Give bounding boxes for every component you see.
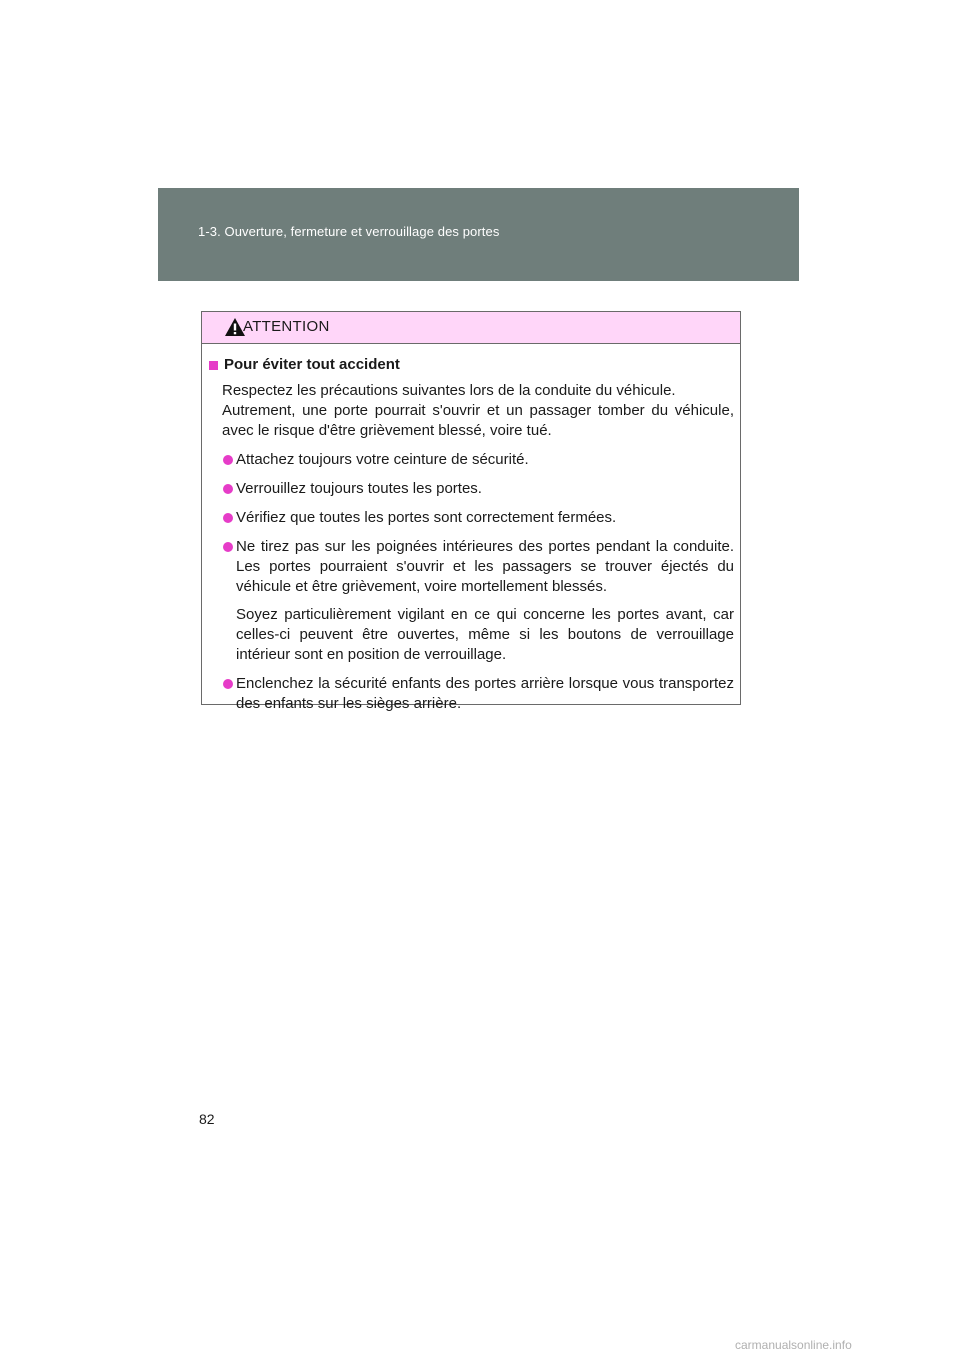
list-item-text: Attachez toujours votre ceinture de sécurité. [236, 451, 529, 468]
list-item [223, 537, 734, 665]
list-item-text: Verrouillez toujours toutes les portes. [236, 480, 482, 497]
list-item [223, 450, 734, 470]
bullet-dot-icon [223, 679, 233, 689]
list-item-text: Enclenchez la sécurité enfants des portes arrière lorsque vous transportez des enfants sur les sièges arrière. [236, 675, 734, 712]
warning-label: ATTENTION [243, 318, 330, 335]
list-item [223, 479, 734, 499]
bullet-dot-icon [223, 542, 233, 552]
warning-title [209, 355, 734, 375]
page-number: 82 [199, 1111, 215, 1127]
section-header-band [158, 188, 799, 281]
bullet-dot-icon [223, 455, 233, 465]
list-item-body [236, 537, 734, 665]
warning-header [202, 312, 740, 344]
section-title: 1-3. Ouverture, fermeture et verrouillage des portes [198, 224, 500, 239]
list-item [223, 674, 734, 714]
square-bullet-icon [209, 361, 218, 370]
list-item-text: Ne tirez pas sur les poignées intérieures des portes pendant la conduite. Les portes pourraient s'ouvrir et les passagers se trouver éjectés du véhicule et être grièvement, voire mortellement blessés. [236, 538, 734, 595]
list-item [223, 508, 734, 528]
bullet-dot-icon [223, 484, 233, 494]
warning-title-text: Pour éviter tout accident [224, 356, 400, 373]
warning-box [201, 311, 741, 712]
warning-body [202, 344, 740, 714]
intro-line-1: Respectez les précautions suivantes lors de la conduite du véhicule. [222, 382, 676, 399]
list-item-extra: Soyez particulièrement vigilant en ce qui concerne les portes avant, car celles-ci peuvent être ouvertes, même si les boutons de verrouillage intérieur sont en position de verrouillage. [236, 606, 734, 663]
bullet-dot-icon [223, 513, 233, 523]
watermark: carmanualsonline.info [735, 1338, 852, 1352]
intro-line-2: Autrement, une porte pourrait s'ouvrir et un passager tomber du véhicule, avec le risque d'être grièvement blessé, voire tué. [222, 402, 734, 439]
list-item-text: Vérifiez que toutes les portes sont correctement fermées. [236, 509, 617, 526]
